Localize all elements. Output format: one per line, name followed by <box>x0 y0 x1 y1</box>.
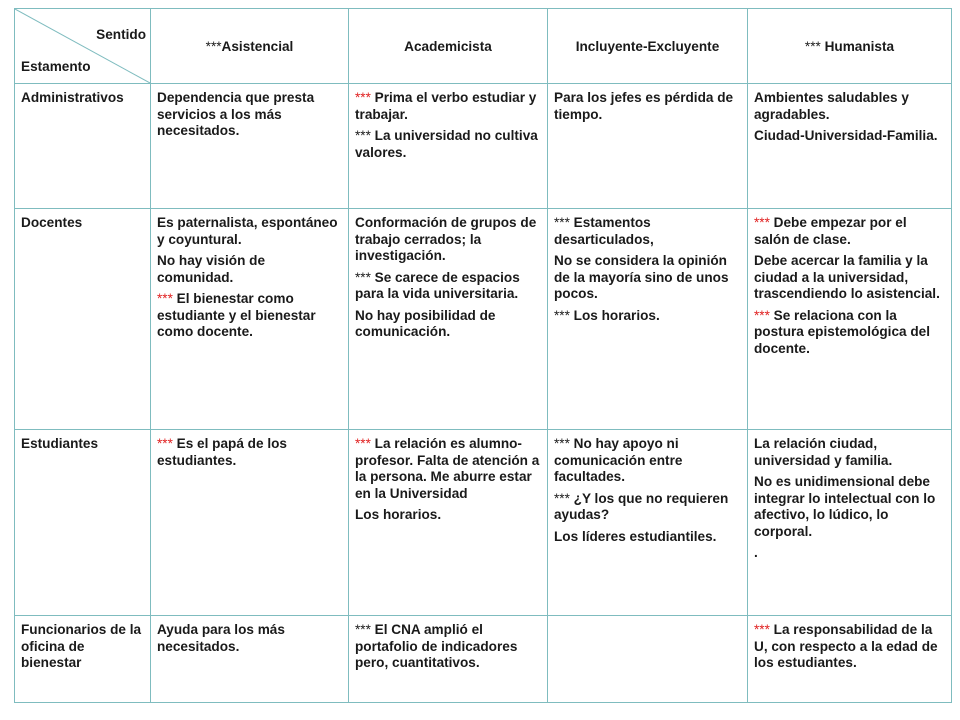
cell-text: Estamentos desarticulados, <box>554 215 654 247</box>
cell-paragraph <box>754 474 945 540</box>
cell-text: No hay posibilidad de comunicación. <box>355 307 496 340</box>
table-row <box>15 616 952 703</box>
table-cell <box>748 616 952 703</box>
column-header-label: Humanista <box>820 38 895 54</box>
table-cell <box>548 84 748 209</box>
table-row <box>15 84 952 209</box>
cell-text: Debe acercar la familia y la ciudad a la universidad, trascendiendo lo asistencial. <box>754 253 940 302</box>
table-cell <box>151 430 349 616</box>
triple-asterisk-mark: *** <box>554 215 570 230</box>
table-cell <box>349 209 548 430</box>
triple-asterisk-mark: *** <box>355 90 371 105</box>
cell-text: No es unidimensional debe integrar lo intelectual con lo afectivo, lo lúdico, lo corporal. <box>754 474 936 539</box>
cell-paragraph <box>554 308 741 325</box>
corner-label-sentido: Sentido <box>96 27 146 42</box>
row-label-cell <box>15 209 151 430</box>
table-cell <box>151 616 349 703</box>
corner-header-cell <box>15 9 151 84</box>
row-label-cell <box>15 430 151 616</box>
cell-paragraph <box>157 253 342 286</box>
column-header-label: Incluyente-Excluyente <box>575 38 720 54</box>
table-cell <box>748 84 952 209</box>
triple-asterisk-mark: *** <box>355 269 371 285</box>
cell-text: El bienestar como estudiante y el bienestar como docente. <box>157 291 316 340</box>
cell-paragraph <box>355 128 541 161</box>
cell-paragraph <box>157 622 342 655</box>
triple-asterisk-mark: *** <box>804 38 821 54</box>
cell-text: Ciudad-Universidad-Familia. <box>754 128 938 144</box>
cell-paragraph <box>754 308 945 358</box>
cell-paragraph <box>157 90 342 140</box>
table-cell <box>349 430 548 616</box>
cell-paragraph <box>355 622 541 672</box>
triple-asterisk-mark: *** <box>157 291 173 307</box>
row-label-cell <box>15 616 151 703</box>
column-header-label: Asistencial <box>221 38 294 54</box>
cell-text: Los horarios. <box>569 307 660 323</box>
row-label: Docentes <box>21 215 83 230</box>
table-cell <box>548 209 748 430</box>
column-header-academicista <box>349 9 548 84</box>
triple-asterisk-mark: *** <box>754 307 770 323</box>
cell-text: Conformación de grupos de trabajo cerrados; la investigación. <box>355 215 537 264</box>
cell-paragraph <box>754 215 945 248</box>
cell-text: La universidad no cultiva valores. <box>355 128 538 160</box>
cell-text: . <box>754 545 758 561</box>
cell-paragraph <box>554 436 741 486</box>
cell-paragraph <box>554 491 741 524</box>
cell-text: Prima el verbo estudiar y trabajar. <box>355 90 537 122</box>
cell-text: Ayuda para los más necesitados. <box>157 622 285 654</box>
table-cell <box>349 616 548 703</box>
cell-paragraph <box>554 529 741 546</box>
cell-text: Es el papá de los estudiantes. <box>157 436 287 468</box>
column-header-humanista <box>748 9 952 84</box>
cell-paragraph <box>754 622 945 672</box>
cell-paragraph <box>554 215 741 248</box>
column-header-label: Academicista <box>404 38 492 54</box>
triple-asterisk-mark: *** <box>754 215 770 230</box>
cell-paragraph <box>754 436 945 469</box>
triple-asterisk-mark: *** <box>355 128 371 144</box>
cell-text: No hay apoyo ni comunicación entre facultades. <box>554 436 683 485</box>
cell-paragraph <box>157 291 342 341</box>
sentido-estamento-table <box>14 8 952 703</box>
cell-paragraph <box>355 270 541 303</box>
row-label: Estudiantes <box>21 436 99 451</box>
cell-paragraph <box>355 308 541 341</box>
table-cell <box>548 616 748 703</box>
table-cell <box>748 209 952 430</box>
table-cell <box>349 84 548 209</box>
cell-text: ¿Y los que no requieren ayudas? <box>554 490 729 523</box>
cell-paragraph <box>355 507 541 524</box>
row-label: Funcionarios de la oficina de bienestar <box>21 622 142 671</box>
table-row <box>15 430 952 616</box>
cell-paragraph <box>355 90 541 123</box>
cell-text: Es paternalista, espontáneo y coyuntural. <box>157 215 338 247</box>
triple-asterisk-mark: *** <box>554 436 570 451</box>
cell-text: La responsabilidad de la U, con respecto a la edad de los estudiantes. <box>754 622 938 671</box>
triple-asterisk-mark: *** <box>554 307 570 323</box>
header-row <box>15 9 952 84</box>
cell-text: El CNA amplió el portafolio de indicadores pero, cuantitativos. <box>355 622 518 671</box>
column-header-incluyente-excluyente <box>548 9 748 84</box>
cell-text: Los líderes estudiantiles. <box>554 528 717 544</box>
cell-text: Los horarios. <box>355 507 442 523</box>
cell-paragraph <box>754 90 945 123</box>
cell-text: Se relaciona con la postura epistemológica del docente. <box>754 307 931 357</box>
triple-asterisk-mark: *** <box>205 38 222 54</box>
cell-text: La relación es alumno-profesor. Falta de atención a la persona. Me aburre estar en la Universidad <box>355 436 540 501</box>
cell-text: Para los jefes es pérdida de tiempo. <box>554 90 734 122</box>
table-row <box>15 209 952 430</box>
table-cell <box>548 430 748 616</box>
cell-paragraph <box>754 253 945 303</box>
corner-label-estamento: Estamento <box>21 59 91 74</box>
cell-paragraph <box>554 253 741 303</box>
triple-asterisk-mark: *** <box>355 622 371 637</box>
cell-text: Dependencia que presta servicios a los más necesitados. <box>157 90 315 139</box>
cell-paragraph <box>554 90 741 123</box>
cell-paragraph <box>157 215 342 248</box>
cell-text: Ambientes saludables y agradables. <box>754 90 909 122</box>
triple-asterisk-mark: *** <box>754 622 770 637</box>
column-header-asistencial <box>151 9 349 84</box>
triple-asterisk-mark: *** <box>554 490 570 506</box>
cell-text: No hay visión de comunidad. <box>157 253 266 285</box>
row-label: Administrativos <box>21 90 124 105</box>
cell-text: Debe empezar por el salón de clase. <box>754 215 907 247</box>
cell-text: La relación ciudad, universidad y familia. <box>754 436 893 468</box>
cell-paragraph <box>754 128 945 145</box>
cell-paragraph <box>355 436 541 502</box>
cell-paragraph <box>355 215 541 265</box>
cell-paragraph <box>754 545 945 562</box>
table-cell <box>151 84 349 209</box>
table-cell <box>748 430 952 616</box>
cell-text: Se carece de espacios para la vida universitaria. <box>355 269 520 302</box>
row-label-cell <box>15 84 151 209</box>
table-cell <box>151 209 349 430</box>
cell-text: No se considera la opinión de la mayoría sino de unos pocos. <box>554 253 729 302</box>
triple-asterisk-mark: *** <box>157 436 173 451</box>
triple-asterisk-mark: *** <box>355 436 371 451</box>
cell-paragraph <box>157 436 342 469</box>
